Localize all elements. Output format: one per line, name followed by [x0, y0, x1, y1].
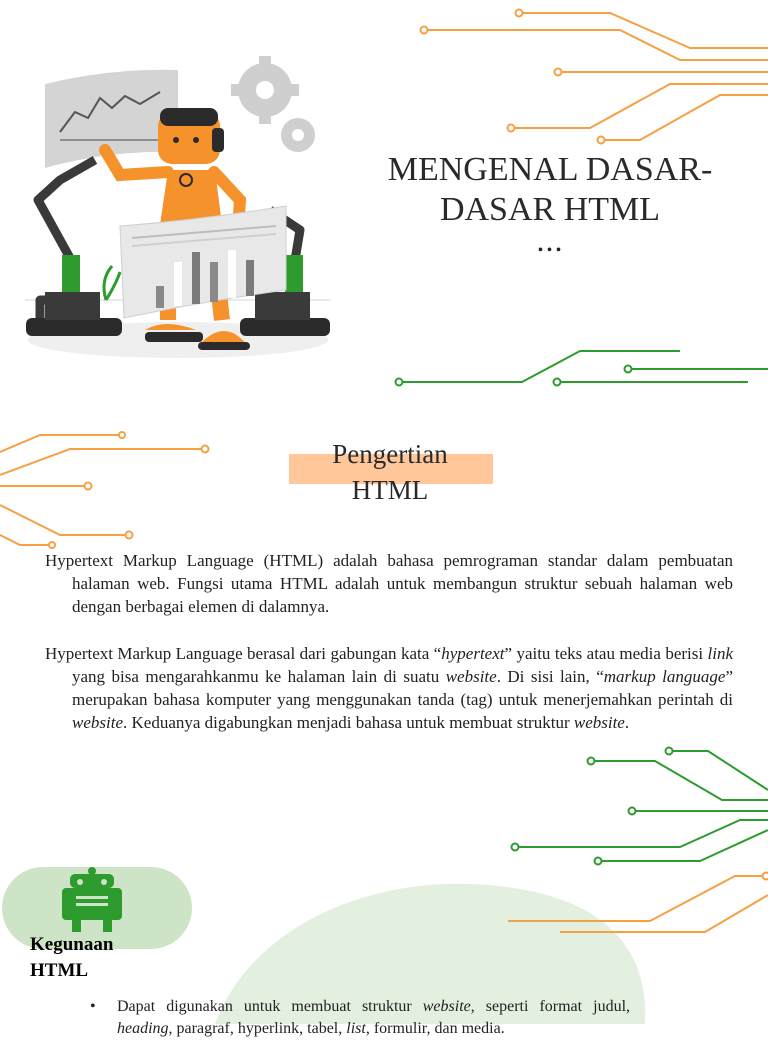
- paragraph-1-text: Hypertext Markup Language (HTML) adalah bahasa pemrograman standar dalam pembuatan halaman web. Fungsi utama HTML adalah untuk membangun struktur sebuah halaman web dengan berbagai elemen di dalamnya.: [45, 549, 733, 618]
- paragraph-2-text: Hypertext Markup Language berasal dari gabungan kata “hypertext” yaitu teks atau media berisi link yang bisa mengarahkanmu ke halaman lain di suatu website. Di sisi lain, “markup language” merupakan bahasa komputer yang menggunakan tanda (tag) untuk menerjemahkan perintah di website. Keduanya digabungkan menjadi bahasa untuk membuat struktur website.: [45, 642, 733, 734]
- circuit-left-orange: [0, 432, 209, 548]
- paragraph-definition: [45, 549, 733, 618]
- circuit-top-right: [421, 10, 768, 144]
- circuit-right-green: [512, 748, 768, 865]
- paragraph-origin: [45, 642, 733, 734]
- gear-icon: [231, 56, 315, 152]
- section-title: Pengertian HTML: [300, 436, 480, 508]
- usage-item-text: Dapat digunakan untuk membuat struktur website, seperti format judul, heading, paragraf, hyperlink, tabel, list, formulir, dan media.: [117, 996, 630, 1040]
- bullet-marker: •: [90, 996, 96, 1018]
- robot-illustration: [25, 56, 330, 358]
- circuit-mid-green: [396, 351, 768, 386]
- usage-title: Kegunaan HTML: [30, 932, 140, 984]
- page-title: MENGENAL DASAR-DASAR HTML: [380, 150, 720, 230]
- usage-list-item: [90, 996, 630, 1040]
- title-ellipsis: ...: [380, 222, 720, 259]
